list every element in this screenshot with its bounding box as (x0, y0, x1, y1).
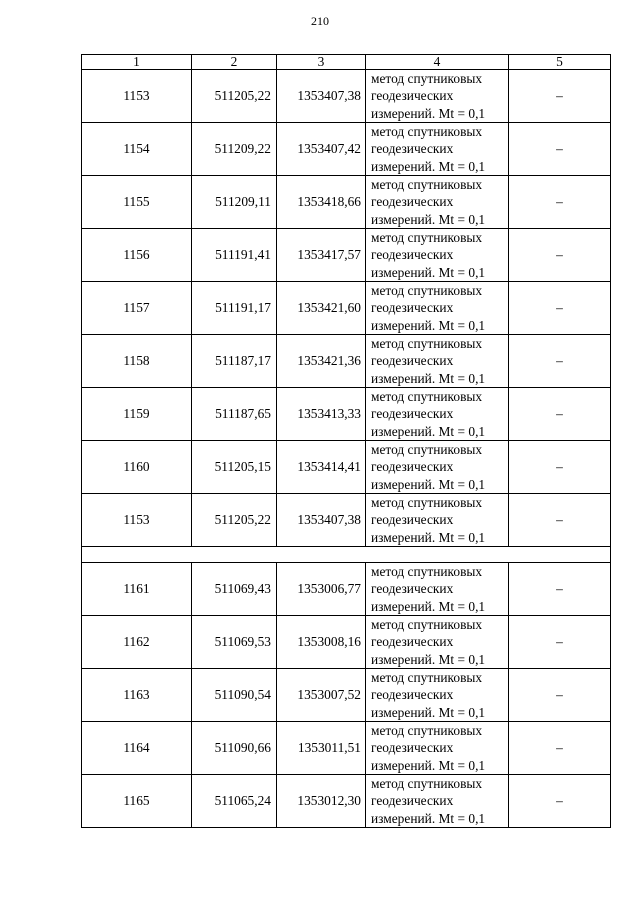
method-line: измерений. Mt = 0,1 (371, 158, 486, 174)
point-number-cell: 1155 (82, 176, 192, 229)
method-cell (366, 282, 509, 335)
table-row (82, 388, 611, 441)
method-cell (366, 775, 509, 828)
table-row (82, 70, 611, 123)
y-coordinate-cell: 1353421,60 (277, 282, 366, 335)
method-line: метод спутниковых (371, 283, 483, 299)
note-cell: – (509, 388, 611, 441)
note-cell: – (509, 616, 611, 669)
point-number-cell: 1163 (82, 669, 192, 722)
y-coordinate-cell: 1353008,16 (277, 616, 366, 669)
method-line: геодезических (371, 459, 454, 475)
table-row (82, 176, 611, 229)
method-cell (366, 494, 509, 547)
separator-cell (82, 547, 611, 563)
note-cell: – (509, 563, 611, 616)
method-line: метод спутниковых (371, 776, 483, 792)
method-cell (366, 229, 509, 282)
table-row (82, 722, 611, 775)
point-number-cell: 1158 (82, 335, 192, 388)
method-line: измерений. Mt = 0,1 (371, 476, 486, 492)
method-line: метод спутниковых (371, 124, 483, 140)
method-line: измерений. Mt = 0,1 (371, 370, 486, 386)
y-coordinate-cell: 1353407,42 (277, 123, 366, 176)
method-line: метод спутниковых (371, 670, 483, 686)
method-cell (366, 563, 509, 616)
method-line: метод спутниковых (371, 617, 483, 633)
method-cell (366, 388, 509, 441)
table-row (82, 123, 611, 176)
method-line: метод спутниковых (371, 564, 483, 580)
y-coordinate-cell: 1353012,30 (277, 775, 366, 828)
note-cell: – (509, 441, 611, 494)
y-coordinate-cell: 1353421,36 (277, 335, 366, 388)
note-cell: – (509, 775, 611, 828)
method-line: геодезических (371, 740, 454, 756)
method-line: геодезических (371, 353, 454, 369)
y-coordinate-cell: 1353417,57 (277, 229, 366, 282)
method-line: геодезических (371, 141, 454, 157)
point-number-cell: 1165 (82, 775, 192, 828)
point-number-cell: 1159 (82, 388, 192, 441)
method-line: измерений. Mt = 0,1 (371, 423, 486, 439)
method-line: метод спутниковых (371, 389, 483, 405)
table-row (82, 229, 611, 282)
method-line: геодезических (371, 687, 454, 703)
table-row (82, 563, 611, 616)
method-line: метод спутниковых (371, 230, 483, 246)
x-coordinate-cell: 511069,43 (192, 563, 277, 616)
y-coordinate-cell: 1353011,51 (277, 722, 366, 775)
y-coordinate-cell: 1353413,33 (277, 388, 366, 441)
method-line: измерений. Mt = 0,1 (371, 264, 486, 280)
point-number-cell: 1162 (82, 616, 192, 669)
note-cell: – (509, 669, 611, 722)
method-line: метод спутниковых (371, 723, 483, 739)
method-line: измерений. Mt = 0,1 (371, 651, 486, 667)
x-coordinate-cell: 511187,65 (192, 388, 277, 441)
method-cell (366, 441, 509, 494)
method-line: геодезических (371, 406, 454, 422)
table-row (82, 616, 611, 669)
method-line: метод спутниковых (371, 495, 483, 511)
y-coordinate-cell: 1353407,38 (277, 494, 366, 547)
x-coordinate-cell: 511209,11 (192, 176, 277, 229)
point-number-cell: 1160 (82, 441, 192, 494)
table-row (82, 441, 611, 494)
x-coordinate-cell: 511205,22 (192, 494, 277, 547)
note-cell: – (509, 123, 611, 176)
method-line: измерений. Mt = 0,1 (371, 757, 486, 773)
y-coordinate-cell: 1353006,77 (277, 563, 366, 616)
method-line: геодезических (371, 247, 454, 263)
x-coordinate-cell: 511090,54 (192, 669, 277, 722)
note-cell: – (509, 282, 611, 335)
method-cell (366, 669, 509, 722)
method-line: метод спутниковых (371, 442, 483, 458)
x-coordinate-cell: 511069,53 (192, 616, 277, 669)
note-cell: – (509, 494, 611, 547)
coordinates-table (81, 54, 611, 828)
x-coordinate-cell: 511209,22 (192, 123, 277, 176)
table-row (82, 335, 611, 388)
x-coordinate-cell: 511065,24 (192, 775, 277, 828)
x-coordinate-cell: 511191,41 (192, 229, 277, 282)
header-cell-4: 4 (366, 55, 509, 70)
point-number-cell: 1157 (82, 282, 192, 335)
note-cell: – (509, 722, 611, 775)
x-coordinate-cell: 511187,17 (192, 335, 277, 388)
method-line: метод спутниковых (371, 71, 483, 87)
method-line: измерений. Mt = 0,1 (371, 211, 486, 227)
method-cell (366, 616, 509, 669)
header-cell-2: 2 (192, 55, 277, 70)
x-coordinate-cell: 511191,17 (192, 282, 277, 335)
header-cell-5: 5 (509, 55, 611, 70)
point-number-cell: 1156 (82, 229, 192, 282)
method-line: измерений. Mt = 0,1 (371, 704, 486, 720)
method-line: геодезических (371, 634, 454, 650)
note-cell: – (509, 176, 611, 229)
method-cell (366, 335, 509, 388)
y-coordinate-cell: 1353407,38 (277, 70, 366, 123)
note-cell: – (509, 335, 611, 388)
method-line: геодезических (371, 194, 454, 210)
method-cell (366, 176, 509, 229)
header-cell-1: 1 (82, 55, 192, 70)
y-coordinate-cell: 1353007,52 (277, 669, 366, 722)
point-number-cell: 1164 (82, 722, 192, 775)
point-number-cell: 1161 (82, 563, 192, 616)
method-line: геодезических (371, 300, 454, 316)
method-line: геодезических (371, 512, 454, 528)
header-row (82, 55, 611, 70)
coordinates-table-wrapper (81, 54, 610, 828)
method-line: геодезических (371, 88, 454, 104)
method-line: измерений. Mt = 0,1 (371, 810, 486, 826)
method-cell (366, 123, 509, 176)
y-coordinate-cell: 1353414,41 (277, 441, 366, 494)
method-line: метод спутниковых (371, 177, 483, 193)
page-number: 210 (311, 14, 329, 28)
x-coordinate-cell: 511205,22 (192, 70, 277, 123)
table-row (82, 669, 611, 722)
table-row (82, 282, 611, 335)
table-row (82, 775, 611, 828)
note-cell: – (509, 229, 611, 282)
method-cell (366, 722, 509, 775)
method-line: измерений. Mt = 0,1 (371, 529, 486, 545)
y-coordinate-cell: 1353418,66 (277, 176, 366, 229)
x-coordinate-cell: 511090,66 (192, 722, 277, 775)
point-number-cell: 1153 (82, 494, 192, 547)
method-line: измерений. Mt = 0,1 (371, 105, 486, 121)
table-row (82, 494, 611, 547)
method-line: измерений. Mt = 0,1 (371, 317, 486, 333)
point-number-cell: 1153 (82, 70, 192, 123)
separator-row (82, 547, 611, 563)
method-line: измерений. Mt = 0,1 (371, 598, 486, 614)
header-cell-3: 3 (277, 55, 366, 70)
method-line: метод спутниковых (371, 336, 483, 352)
x-coordinate-cell: 511205,15 (192, 441, 277, 494)
note-cell: – (509, 70, 611, 123)
method-line: геодезических (371, 581, 454, 597)
point-number-cell: 1154 (82, 123, 192, 176)
method-line: геодезических (371, 793, 454, 809)
method-cell (366, 70, 509, 123)
